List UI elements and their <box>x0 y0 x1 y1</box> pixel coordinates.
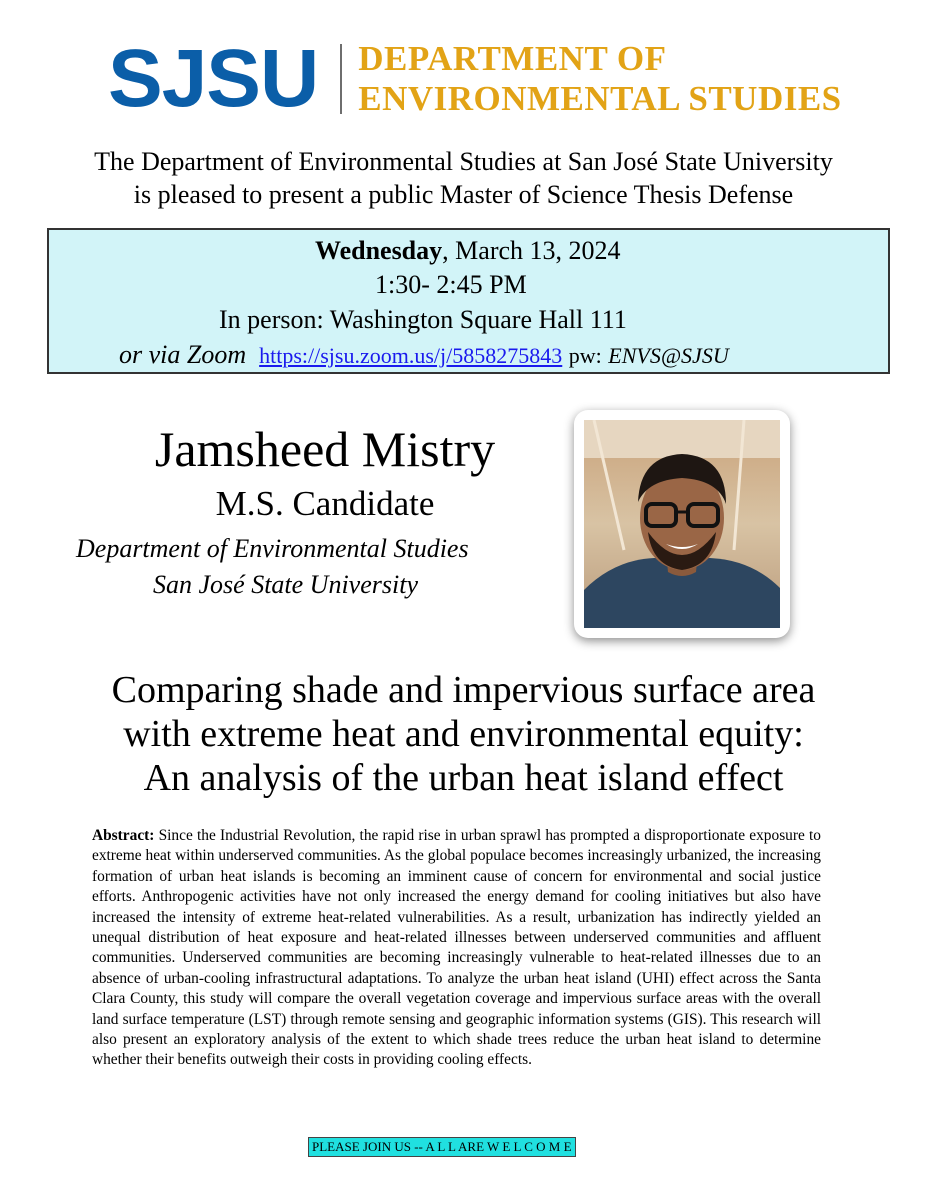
thesis-title-line-2: with extreme heat and environmental equity: <box>123 713 804 755</box>
thesis-title <box>0 668 927 800</box>
event-date <box>315 236 621 266</box>
intro-line-1: The Department of Environmental Studies at San José State University <box>94 147 833 176</box>
presenter-role: M.S. Candidate <box>215 484 435 523</box>
event-zoom <box>119 340 729 370</box>
password-value: ENVS@SJSU <box>608 343 729 368</box>
event-details-box <box>47 228 890 374</box>
zoom-prefix: or via Zoom <box>119 340 247 369</box>
zoom-link[interactable]: https://sjsu.zoom.us/j/5858275843 <box>259 343 563 368</box>
logo-divider <box>340 44 342 114</box>
password-label: pw: <box>568 343 602 368</box>
abstract <box>92 826 821 1071</box>
presenter-photo <box>574 410 790 638</box>
event-time: 1:30- 2:45 PM <box>375 270 527 299</box>
presenter-department: Department of Environmental Studies <box>76 534 469 563</box>
presenter-name: Jamsheed Mistry <box>154 421 496 477</box>
presenter-university: San José State University <box>153 570 418 599</box>
intro-text <box>0 145 927 211</box>
event-date-text: , March 13, 2024 <box>442 236 621 265</box>
event-day: Wednesday <box>315 236 443 265</box>
department-line-1: DEPARTMENT OF <box>358 39 667 78</box>
header <box>108 33 842 124</box>
presenter-photo-image <box>584 420 780 628</box>
intro-line-2: is pleased to present a public Master of Science Thesis Defense <box>133 180 794 209</box>
department-name <box>358 39 841 119</box>
abstract-label: Abstract: <box>92 827 155 844</box>
thesis-title-line-3: An analysis of the urban heat island effect <box>143 757 784 799</box>
join-text: PLEASE JOIN US -- A L L ARE W E L C O M E <box>312 1139 572 1154</box>
event-location: In person: Washington Square Hall 111 <box>219 305 627 334</box>
join-banner <box>308 1137 576 1157</box>
thesis-title-line-1: Comparing shade and impervious surface area <box>111 669 816 711</box>
abstract-text: Since the Industrial Revolution, the rapid rise in urban sprawl has prompted a disproportionate exposure to extreme heat within underserved communities. As the global populace becomes increasingly urbanized, the increasing formation of urban heat islands is becoming an imminent cause of concern for environmental and social justice efforts. Anthropogenic activities have not only increased the energy demand for cooling initiatives but also have increased the intensity of extreme heat-related vulnerabilities. As a result, urbanization has indirectly yielded an unequal distribution of heat exposure and heat-related illnesses between underserved communities and affluent communities. Underserved communities are becoming increasingly vulnerable to heat-related illnesses due to an absence of urban-cooling infrastructural adaptations. To analyze the urban heat island (UHI) effect across the Santa Clara County, this study will compare the overall vegetation coverage and impervious surface areas with the overall land surface temperature (LST) through remote sensing and geographic information systems (GIS). This research will also present an exploratory analysis of the extent to which shade trees reduce the urban heat island to determine whether their benefits outweigh their costs in providing cooling effects. <box>92 827 821 1069</box>
sjsu-logo: SJSU <box>108 33 319 124</box>
department-line-2: ENVIRONMENTAL STUDIES <box>358 79 842 118</box>
